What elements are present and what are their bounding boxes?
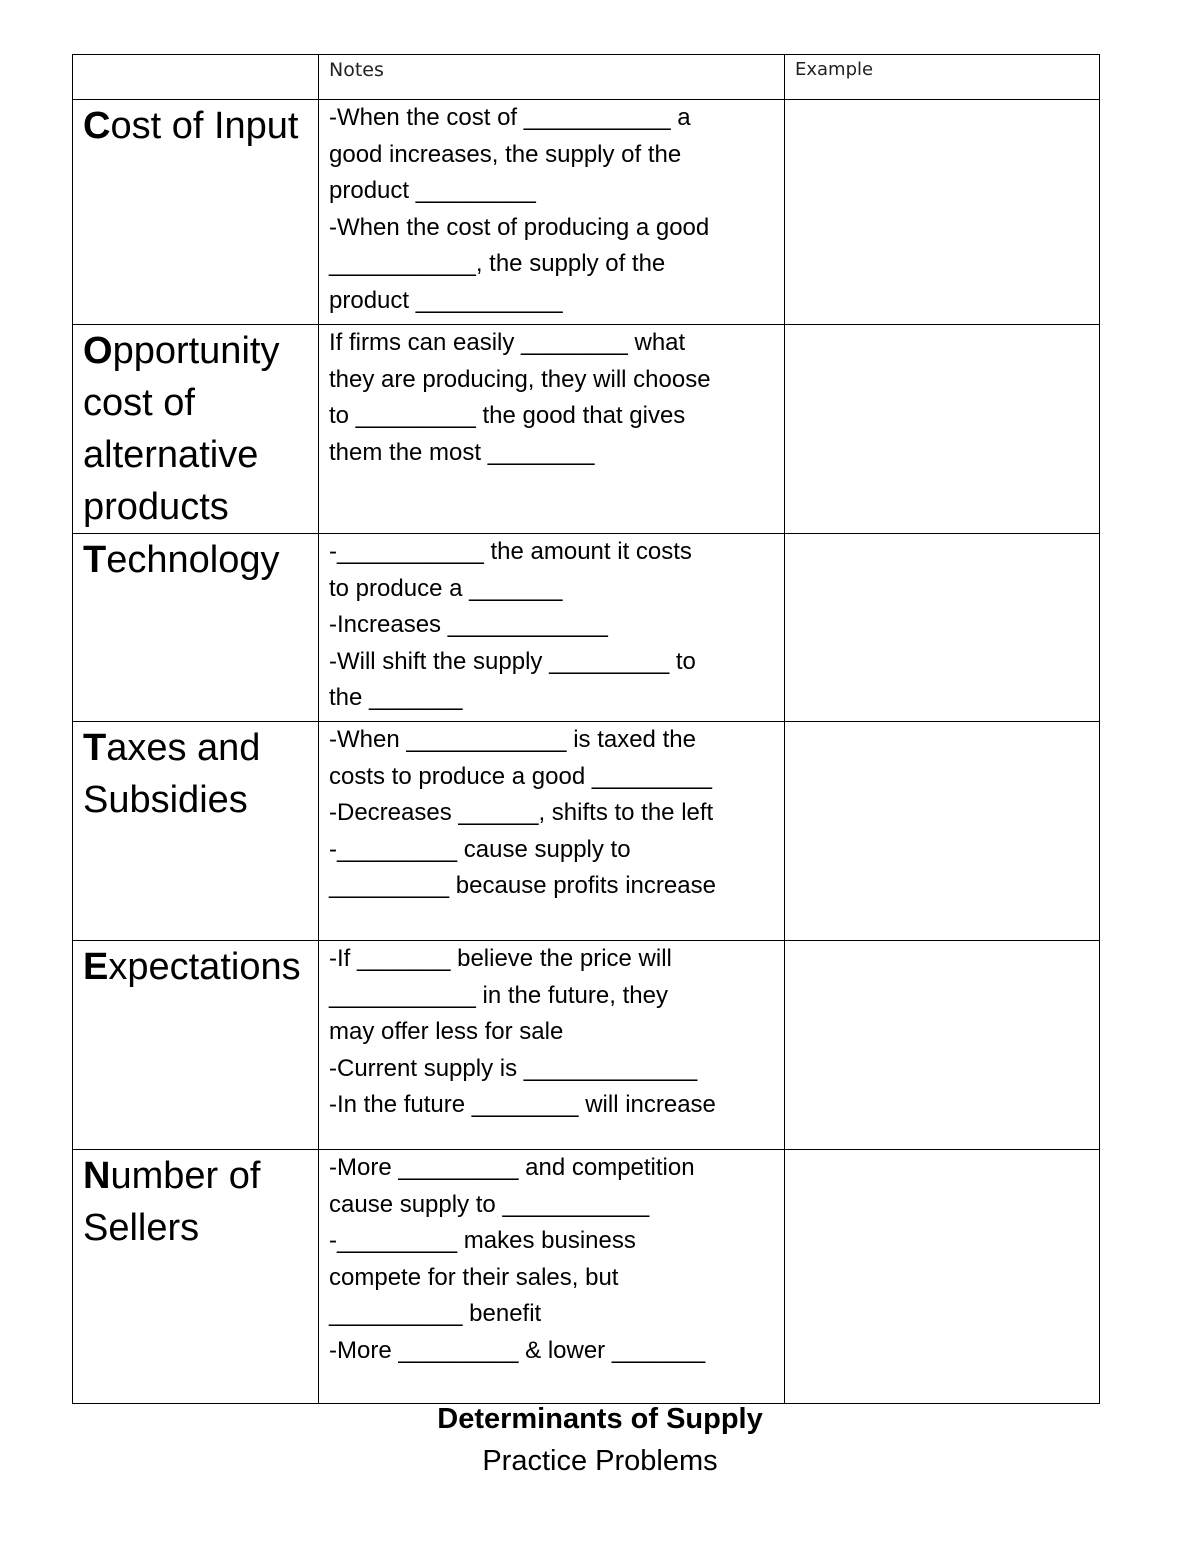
- notes-cell: [319, 722, 785, 941]
- category-cell: [73, 100, 319, 325]
- notes-line: cause supply to ___________: [329, 1190, 650, 1218]
- notes-line: to _________ the good that gives: [329, 402, 686, 429]
- category-cell: [73, 534, 319, 722]
- notes-cell: [319, 941, 785, 1150]
- table-row: [73, 325, 1100, 534]
- category-rest: axes and Subsidies: [83, 727, 261, 821]
- notes-line: _________ because profits increase: [329, 872, 716, 899]
- header-blank-cell: [73, 55, 319, 100]
- example-cell[interactable]: [785, 1150, 1100, 1404]
- document-title: Determinants of Supply: [437, 1403, 763, 1435]
- notes-line: -When the cost of producing a good: [329, 213, 710, 241]
- notes-line: -_________ makes business: [329, 1227, 636, 1254]
- category-initial: E: [83, 946, 109, 988]
- category-initial: O: [83, 330, 113, 372]
- determinants-table: [72, 54, 1100, 1404]
- notes-line: they are producing, they will choose: [329, 365, 711, 393]
- notes-line: product ___________: [329, 286, 563, 314]
- category-label: [73, 325, 318, 533]
- notes-line: -When ____________ is taxed the: [329, 726, 696, 753]
- notes-line: -More _________ and competition: [329, 1154, 695, 1181]
- notes-line: ___________, the supply of the: [329, 250, 666, 277]
- category-rest: ost of Input: [110, 105, 299, 147]
- category-rest: pportunity cost of alternative products: [83, 330, 280, 528]
- notes-line: -___________ the amount it costs: [329, 538, 692, 565]
- notes-line: -_________ cause supply to: [329, 835, 631, 863]
- header-notes-cell: [319, 55, 785, 100]
- category-label: [73, 1150, 318, 1254]
- category-label: [73, 722, 318, 826]
- notes-line: -When the cost of ___________ a: [329, 104, 691, 131]
- header-example-cell: [785, 55, 1100, 100]
- header-row: [73, 55, 1100, 100]
- category-initial: T: [83, 727, 107, 769]
- category-cell: [73, 941, 319, 1150]
- notes-cell: [319, 534, 785, 722]
- category-cell: [73, 722, 319, 941]
- notes-line: them the most ________: [329, 438, 595, 466]
- category-initial: N: [83, 1155, 111, 1197]
- category-label: [73, 534, 318, 586]
- notes-text: [319, 325, 784, 471]
- notes-line: -Will shift the supply _________ to: [329, 647, 696, 675]
- notes-cell: [319, 100, 785, 325]
- notes-line: __________ benefit: [329, 1300, 542, 1327]
- document-subtitle: Practice Problems: [482, 1445, 718, 1477]
- header-notes-label: Notes: [329, 59, 384, 81]
- category-label: [73, 941, 318, 993]
- notes-line: costs to produce a good _________: [329, 762, 712, 790]
- notes-text: [319, 534, 784, 717]
- notes-line: ___________ in the future, they: [329, 981, 668, 1009]
- category-cell: [73, 1150, 319, 1404]
- example-cell[interactable]: [785, 325, 1100, 534]
- table-row: [73, 1150, 1100, 1404]
- notes-text: [319, 100, 784, 319]
- example-cell[interactable]: [785, 722, 1100, 941]
- notes-line: -More _________ & lower _______: [329, 1336, 706, 1364]
- category-label: [73, 100, 318, 152]
- notes-line: -If _______ believe the price will: [329, 945, 672, 972]
- header-example-label: Example: [795, 59, 874, 80]
- table-row: [73, 722, 1100, 941]
- notes-line: may offer less for sale: [329, 1018, 564, 1045]
- table-row: [73, 941, 1100, 1150]
- category-initial: T: [83, 539, 107, 581]
- notes-line: -Increases ____________: [329, 611, 608, 638]
- example-cell[interactable]: [785, 100, 1100, 325]
- table-row: [73, 534, 1100, 722]
- notes-line: good increases, the supply of the: [329, 140, 682, 168]
- notes-cell: [319, 325, 785, 534]
- notes-line: -Current supply is _____________: [329, 1054, 698, 1082]
- notes-text: [319, 941, 784, 1124]
- example-cell[interactable]: [785, 534, 1100, 722]
- example-cell[interactable]: [785, 941, 1100, 1150]
- notes-text: [319, 1150, 784, 1369]
- category-initial: C: [83, 105, 111, 147]
- notes-cell: [319, 1150, 785, 1404]
- notes-line: to produce a _______: [329, 574, 563, 602]
- notes-line: compete for their sales, but: [329, 1263, 619, 1291]
- notes-line: If firms can easily ________ what: [329, 329, 686, 356]
- category-rest: umber of Sellers: [83, 1155, 261, 1249]
- notes-line: product _________: [329, 177, 536, 204]
- notes-text: [319, 722, 784, 905]
- category-rest: xpectations: [108, 946, 301, 988]
- notes-line: -Decreases ______, shifts to the left: [329, 799, 714, 826]
- notes-line: the _______: [329, 684, 463, 711]
- notes-line: -In the future ________ will increase: [329, 1091, 716, 1118]
- category-rest: echnology: [106, 539, 280, 581]
- category-cell: [73, 325, 319, 534]
- table-row: [73, 100, 1100, 325]
